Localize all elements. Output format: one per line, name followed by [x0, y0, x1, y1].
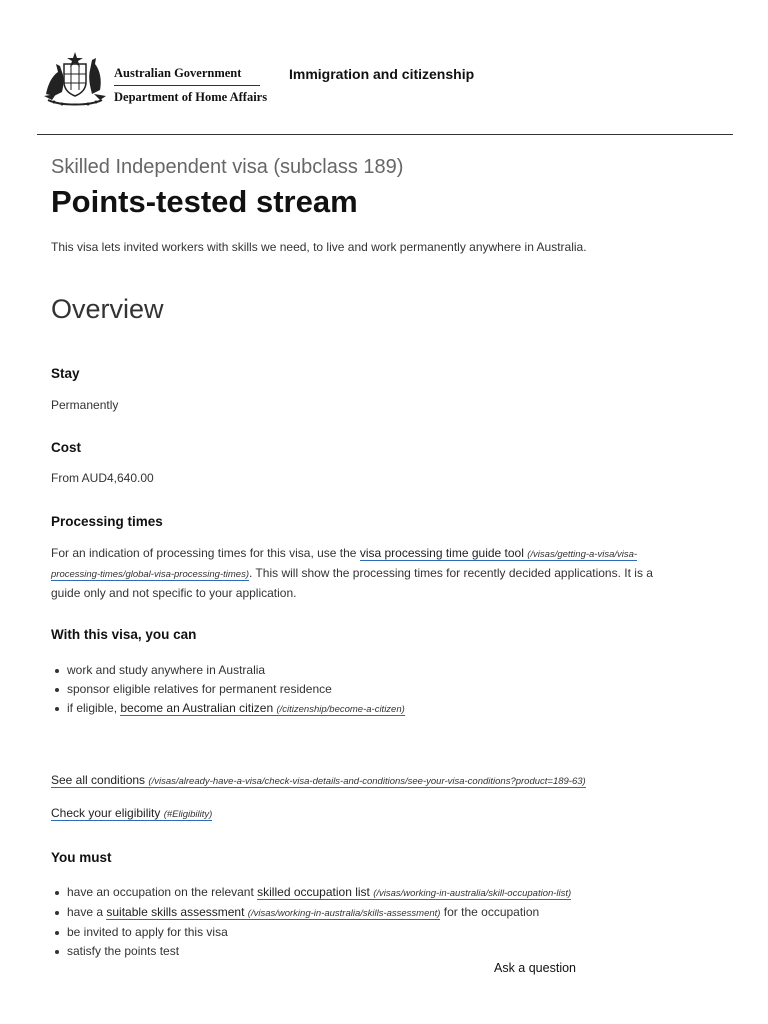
coat-of-arms-icon[interactable] — [42, 50, 108, 106]
site-title-link[interactable]: Immigration and citizenship — [289, 66, 475, 82]
processing-text-after-1: . This will show the processing times for recently decided applications. It is a — [248, 566, 653, 580]
processing-text-after-2: guide only and not specific to your application. — [51, 586, 297, 600]
page-subtitle: Skilled Independent visa (subclass 189) — [51, 156, 404, 178]
processing-link-href-2: processing-times/global-visa-processing-times) — [51, 569, 249, 580]
must-heading: You must — [51, 850, 112, 865]
eligibility-link-text: Check your eligibility — [51, 806, 161, 820]
header-divider — [37, 134, 733, 135]
must-item-prefix: have an occupation on the relevant — [67, 885, 258, 899]
stay-value: Permanently — [51, 398, 119, 412]
processing-text-before: For an indication of processing times for this visa, use the — [51, 546, 360, 560]
list-item — [67, 883, 571, 903]
assessment-link-text: suitable skills assessment — [106, 905, 245, 919]
assessment-link-href: (/visas/working-in-australia/skills-assessment) — [247, 908, 441, 919]
page-title: Points-tested stream — [51, 184, 358, 219]
citizen-prefix: if eligible, — [67, 701, 121, 715]
processing-heading: Processing times — [51, 514, 163, 529]
ask-a-question-button[interactable]: Ask a question — [494, 961, 576, 975]
agency-line-1: Australian Government — [114, 64, 260, 86]
processing-link-text: visa processing time guide tool — [359, 546, 524, 560]
list-item: satisfy the points test — [67, 942, 571, 961]
must-list — [51, 883, 571, 961]
overview-heading: Overview — [51, 294, 164, 324]
occupation-link-text: skilled occupation list — [257, 885, 370, 899]
conditions-link-href: (/visas/already-have-a-visa/check-visa-details-and-conditions/see-your-visa-conditions?product=189-63) — [148, 776, 586, 787]
site-header — [0, 0, 768, 136]
list-item — [67, 903, 571, 923]
list-item: be invited to apply for this visa — [67, 923, 571, 942]
list-item: sponsor eligible relatives for permanent residence — [67, 680, 405, 699]
stay-heading: Stay — [51, 366, 80, 381]
can-heading: With this visa, you can — [51, 627, 197, 642]
citizen-link-href: (/citizenship/become-a-citizen) — [276, 704, 405, 715]
occupation-link-href: (/visas/working-in-australia/skill-occupation-list) — [373, 888, 572, 899]
check-eligibility-link[interactable] — [51, 806, 212, 821]
become-citizen-link[interactable] — [120, 701, 404, 716]
conditions-row — [51, 771, 711, 791]
skilled-occupation-list-link[interactable] — [257, 885, 571, 900]
cost-heading: Cost — [51, 440, 81, 455]
can-list — [51, 661, 405, 719]
conditions-link-text: See all conditions — [51, 773, 146, 787]
skills-assessment-link[interactable] — [106, 905, 440, 920]
eligibility-link-href: (#Eligibility) — [163, 809, 213, 820]
must-item-suffix: for the occupation — [440, 905, 540, 919]
list-item — [67, 699, 405, 719]
page-intro: This visa lets invited workers with skills we need, to live and work permanently anywhere in Australia. — [51, 240, 587, 254]
see-all-conditions-link[interactable] — [51, 773, 586, 788]
list-item: work and study anywhere in Australia — [67, 661, 405, 680]
eligibility-row — [51, 804, 711, 824]
agency-line-2: Department of Home Affairs — [114, 90, 268, 104]
processing-paragraph — [51, 544, 711, 602]
processing-link-href-1: (/visas/getting-a-visa/visa- — [527, 549, 638, 560]
agency-logo-text[interactable] — [114, 64, 267, 106]
cost-value: From AUD4,640.00 — [51, 471, 154, 485]
citizen-link-text: become an Australian citizen — [120, 701, 274, 715]
must-item-prefix: have a — [67, 905, 107, 919]
